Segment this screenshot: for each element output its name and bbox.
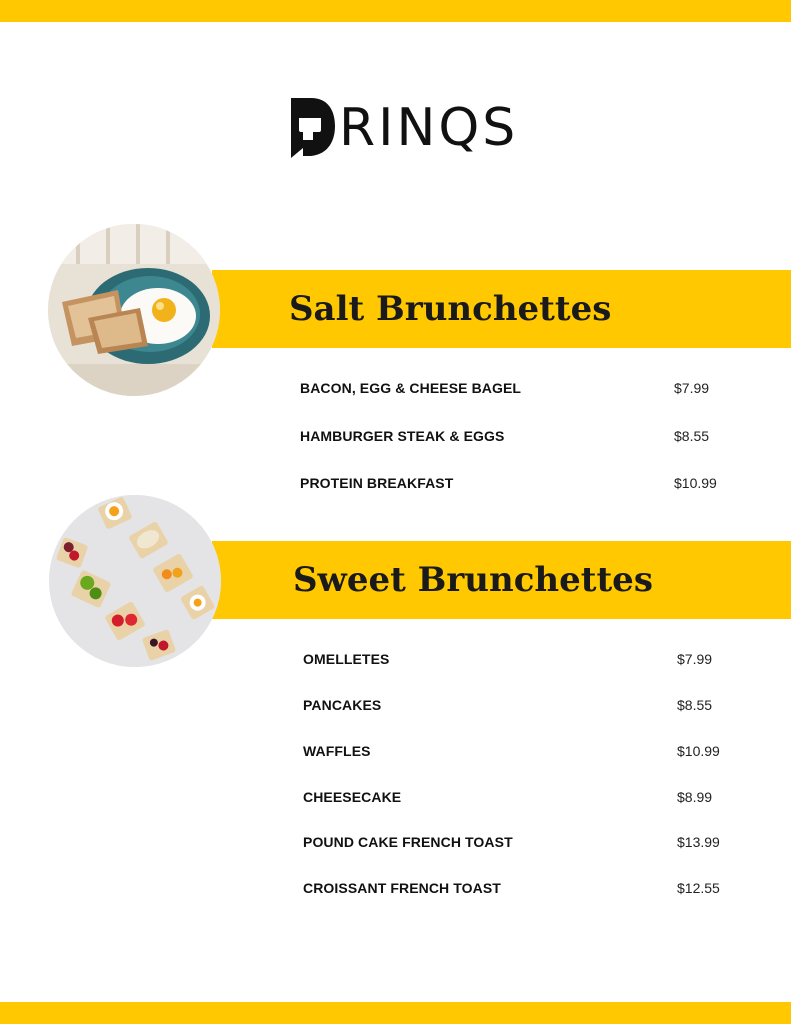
brand-name: RINQS [339, 98, 519, 158]
menu-item-name: CHEESECAKE [303, 789, 402, 805]
menu-item-price: $7.99 [677, 651, 713, 667]
menu-item-price: $8.99 [677, 789, 713, 805]
menu-item-name: WAFFLES [303, 743, 371, 759]
brand-logo [289, 96, 518, 160]
menu-item-price: $8.55 [674, 428, 710, 444]
section-title: Sweet Brunchettes [293, 560, 653, 600]
menu-item-price: $12.55 [677, 880, 720, 896]
menu-item-price: $10.99 [674, 475, 717, 491]
menu-item-price: $8.55 [677, 697, 713, 713]
menu-item-name: POUND CAKE FRENCH TOAST [303, 834, 513, 850]
cup-d-logo-icon [289, 96, 337, 160]
fruit-toast-bites-photo [49, 495, 221, 667]
menu-item-name: CROISSANT FRENCH TOAST [303, 880, 501, 896]
top-accent-bar [0, 0, 791, 22]
menu-item-name: BACON, EGG & CHEESE BAGEL [300, 380, 522, 396]
menu-item-name: HAMBURGER STEAK & EGGS [300, 428, 505, 444]
menu-item-name: PROTEIN BREAKFAST [300, 475, 454, 491]
bottom-accent-bar [0, 1002, 791, 1024]
section-title: Salt Brunchettes [289, 289, 612, 329]
menu-item-price: $13.99 [677, 834, 720, 850]
menu-item-name: PANCAKES [303, 697, 382, 713]
menu-item-price: $7.99 [674, 380, 710, 396]
menu-item-name: OMELLETES [303, 651, 390, 667]
toast-and-fried-egg-photo [48, 224, 220, 396]
menu-item-price: $10.99 [677, 743, 720, 759]
